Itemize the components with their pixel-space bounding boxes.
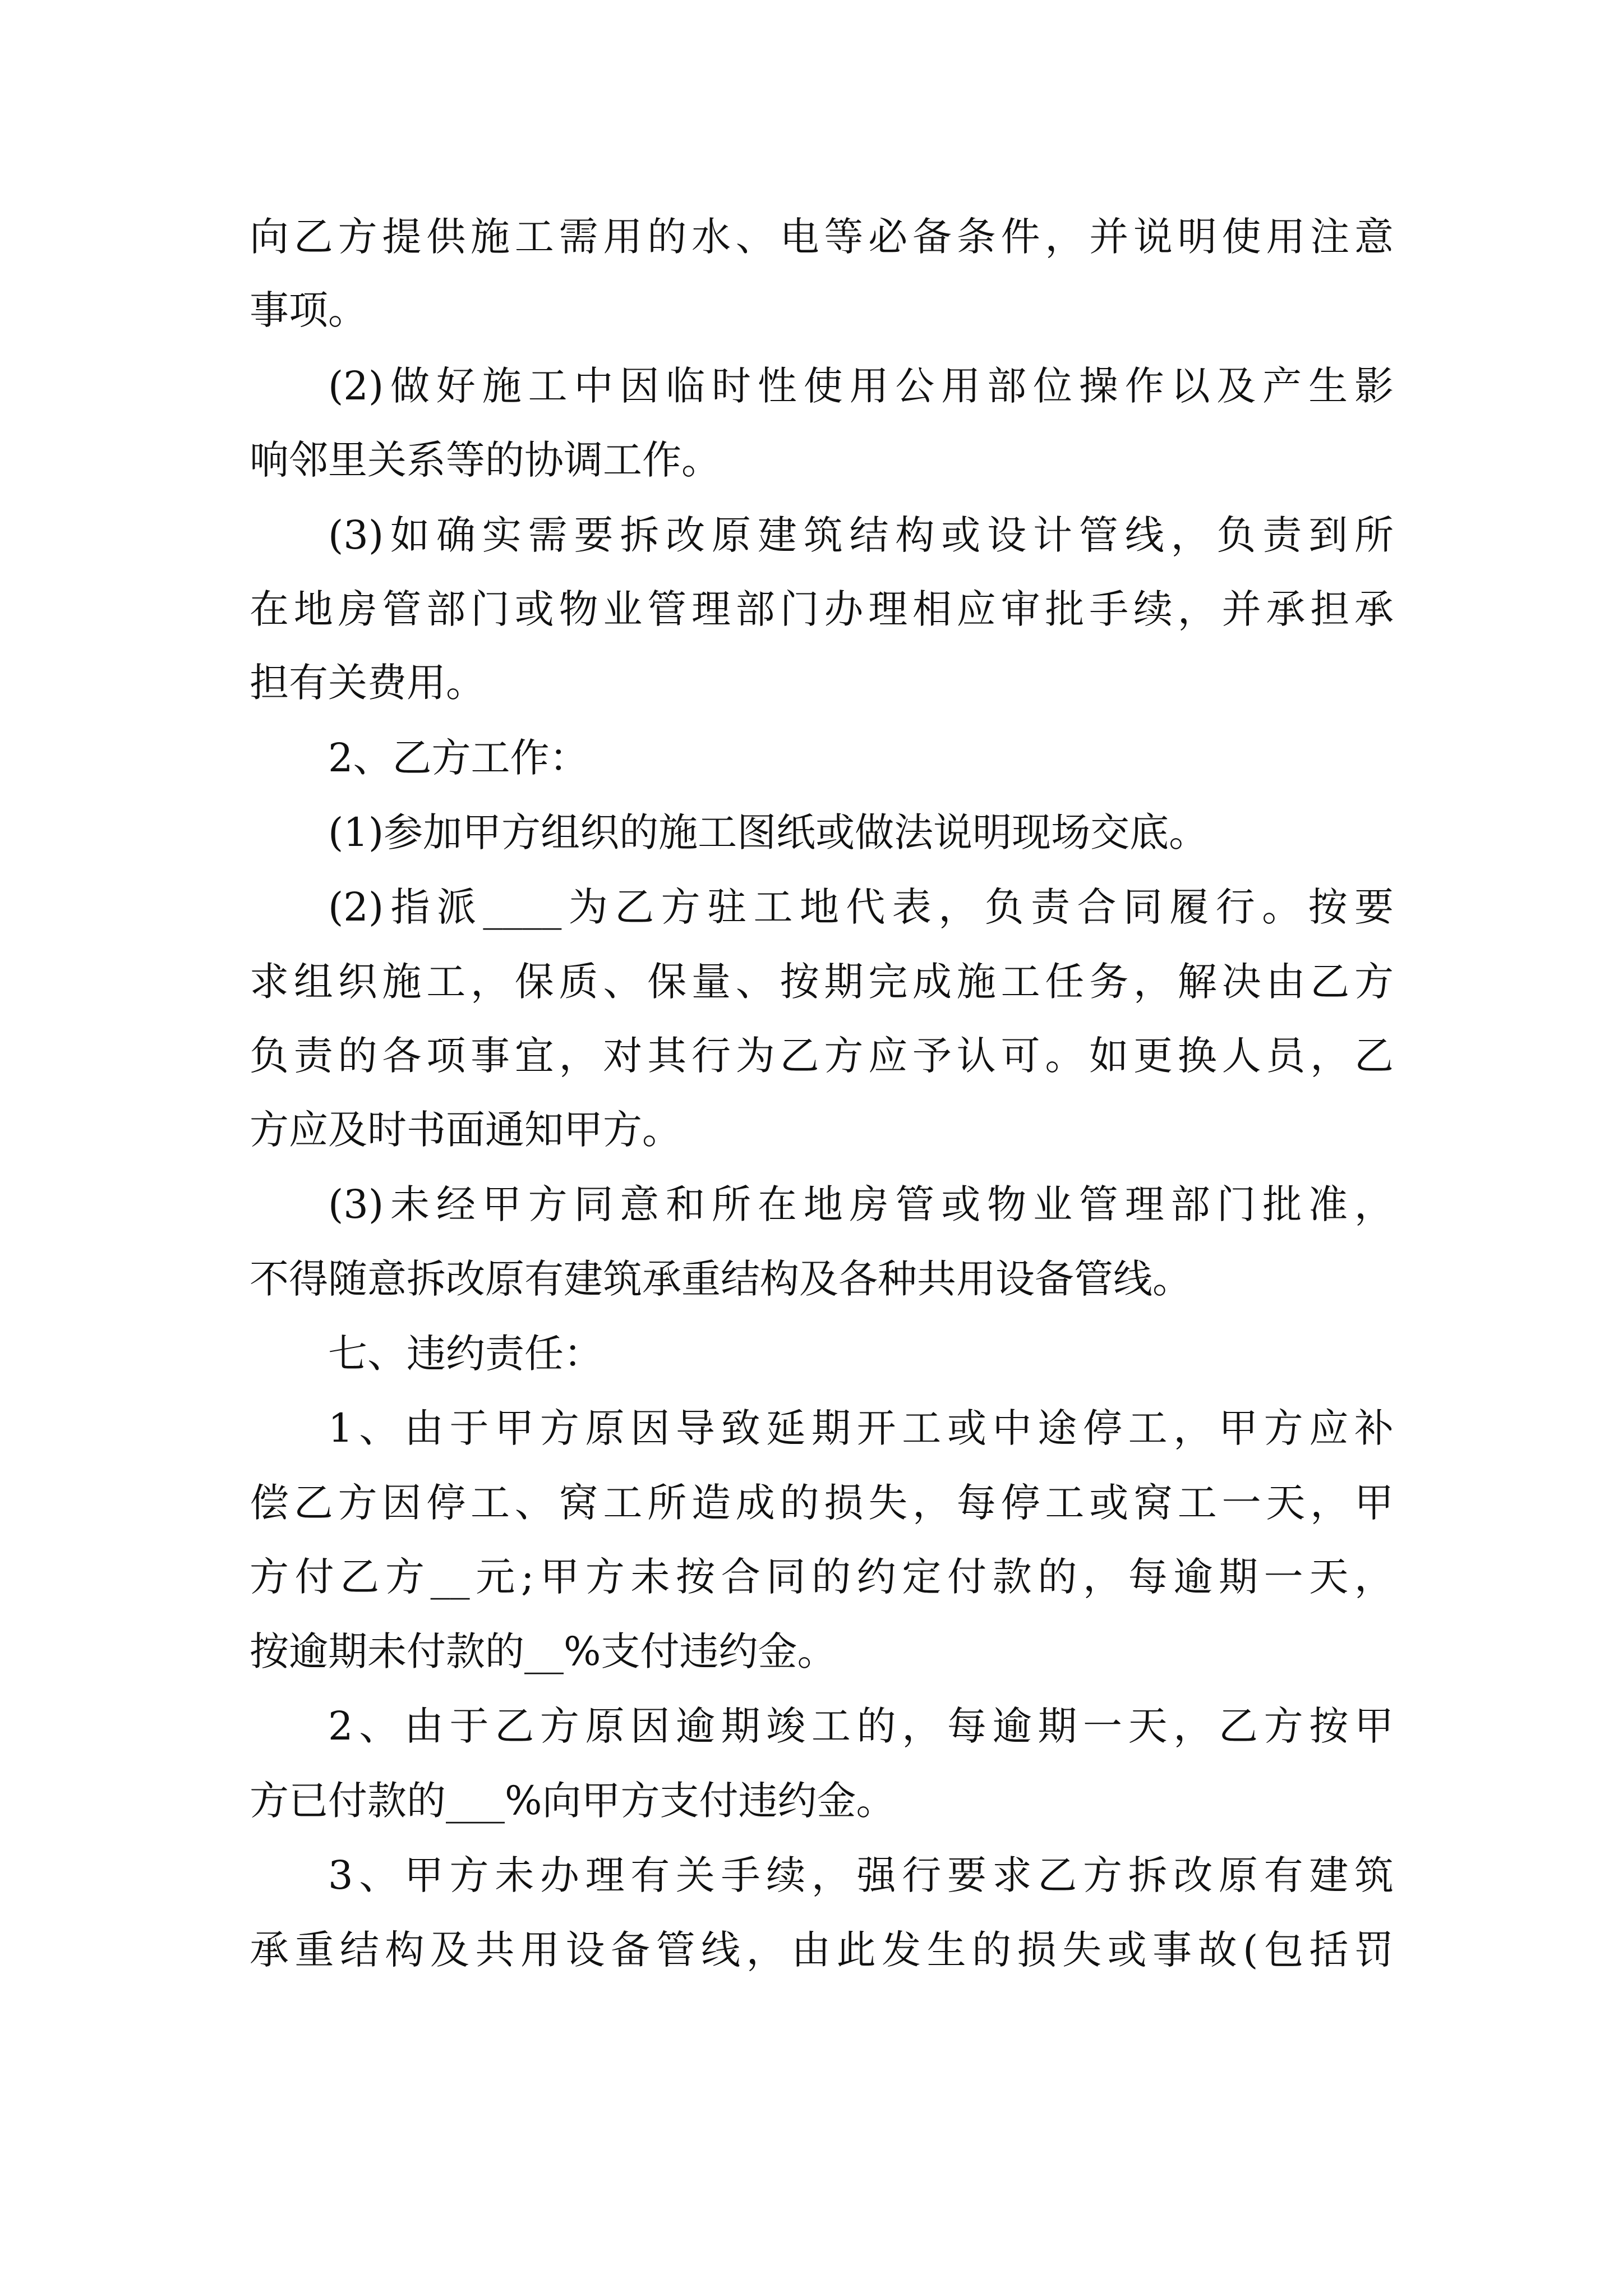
text-line: (2)指派____为乙方驻工地代表，负责合同履行。按要 <box>328 884 1394 930</box>
text-line: (2)做好施工中因临时性使用公用部位操作以及产生影 <box>328 363 1394 409</box>
text-line: 按逾期未付款的__%支付违约金。 <box>250 1628 837 1674</box>
text-line: (3)如确实需要拆改原建筑结构或设计管线，负责到所 <box>328 512 1394 558</box>
text-line: (1)参加甲方组织的施工图纸或做法说明现场交底。 <box>328 809 1209 855</box>
text-line: 方应及时书面通知甲方。 <box>250 1107 681 1153</box>
text-line: 2、由于乙方原因逾期竣工的，每逾期一天，乙方按甲 <box>328 1703 1394 1749</box>
text-line: 向乙方提供施工需用的水、电等必备条件，并说明使用注意 <box>250 214 1394 260</box>
section-heading: 七、违约责任： <box>328 1331 603 1377</box>
section-heading: 2、乙方工作： <box>328 735 589 781</box>
text-line: 不得随意拆改原有建筑承重结构及各种共用设备管线。 <box>250 1256 1192 1302</box>
text-line: 1、由于甲方原因导致延期开工或中途停工，甲方应补 <box>328 1405 1394 1451</box>
text-line: 在地房管部门或物业管理部门办理相应审批手续，并承担承 <box>250 586 1394 632</box>
text-line: 求组织施工，保质、保量、按期完成施工任务，解决由乙方 <box>250 959 1394 1005</box>
text-line: 方付乙方__元;甲方未按合同的约定付款的，每逾期一天， <box>250 1554 1394 1600</box>
text-line: 偿乙方因停工、窝工所造成的损失，每停工或窝工一天，甲 <box>250 1480 1394 1526</box>
text-line: 3、甲方未办理有关手续，强行要求乙方拆改原有建筑 <box>328 1852 1394 1898</box>
text-line: 担有关费用。 <box>250 660 485 706</box>
text-line: (3)未经甲方同意和所在地房管或物业管理部门批准， <box>328 1181 1394 1227</box>
text-line: 响邻里关系等的协调工作。 <box>250 437 721 483</box>
text-line: 负责的各项事宜，对其行为乙方应予认可。如更换人员，乙 <box>250 1033 1394 1079</box>
text-line: 承重结构及共用设备管线，由此发生的损失或事故(包括罚 <box>250 1927 1394 1973</box>
text-line: 方已付款的___%向甲方支付违约金。 <box>250 1778 896 1824</box>
text-line: 事项。 <box>250 287 367 333</box>
